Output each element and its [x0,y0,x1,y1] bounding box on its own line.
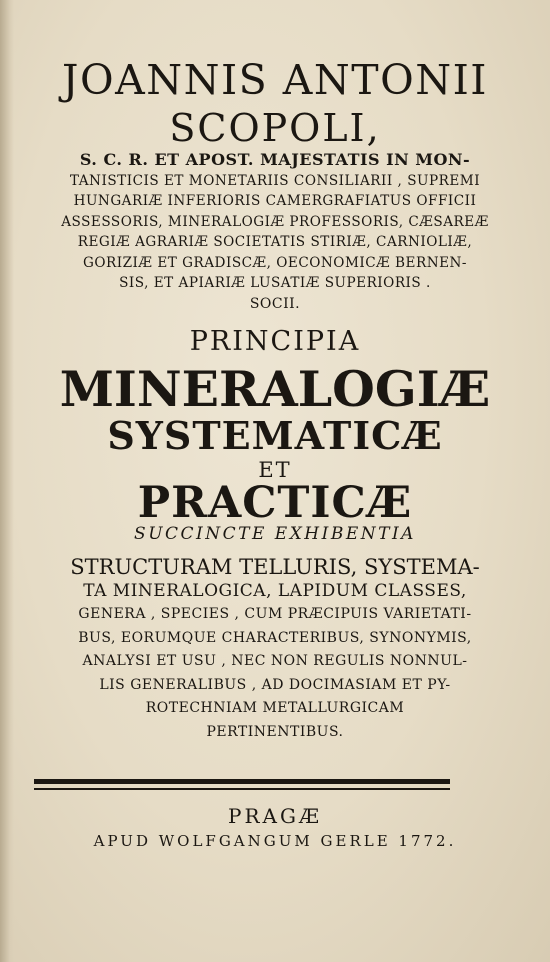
imprint-publisher: APUD WOLFGANGUM GERLE 1772. [93,832,457,850]
bio-line: ASSESSORIS, MINERALOGIÆ PROFESSORIS, CÆSAREÆ [61,213,489,230]
description-line: ANALYSI ET USU , NEC NON REGULIS NONNUL- [82,653,468,669]
description-line: BUS, EORUMQUE CHARACTERIBUS, SYNONYMIS, [78,629,472,646]
title-principia: PRINCIPIA [189,326,361,357]
title-et: ET [258,458,292,482]
description-line: PERTINENTIBUS. [206,723,344,740]
author-first-names: JOANNIS ANTONII [62,56,488,104]
description-line: GENERA , SPECIES , CUM PRÆCIPUIS VARIETATI- [78,606,472,622]
imprint-place: PRAGÆ [228,804,322,828]
title-practicae: PRACTICÆ [137,478,413,528]
bio-line: SOCII. [249,295,301,312]
divider-thick [34,779,450,784]
subtitle: SUCCINCTE EXHIBENTIA [134,524,416,544]
description-line: ROTECHNIAM METALLURGICAM [145,700,405,716]
description-line: LIS GENERALIBUS , AD DOCIMASIAM ET PY- [99,676,451,693]
bio-line: GORIZIÆ ET GRADISCÆ, OECONOMICÆ BERNEN- [82,254,468,271]
bio-line: TANISTICIS ET MONETARIIS CONSILIARII , SUPREMI [69,172,481,189]
author-surname: SCOPOLI, [169,106,381,150]
title-mineralogiae: MINERALOGIÆ [59,360,491,418]
bio-line: S. C. R. ET APOST. MAJESTATIS IN MON- [79,150,471,169]
author-titles [0,150,550,314]
description [0,556,550,744]
description-line: TA MINERALOGICA, LAPIDUM CLASSES, [83,580,467,601]
bio-line: HUNGARIÆ INFERIORIS CAMERGRAFIATUS OFFICII [73,193,477,209]
description-line: STRUCTURAM TELLURIS, SYSTEMA- [70,555,480,579]
title-systematicae: SYSTEMATICÆ [107,413,443,458]
bio-line: REGIÆ AGRARIÆ SOCIETATIS STIRIÆ, CARNIOLIÆ, [77,234,473,250]
divider-thin [34,788,450,790]
bio-line: SIS, ET APIARIÆ LUSATIÆ SUPERIORIS . [119,275,431,291]
